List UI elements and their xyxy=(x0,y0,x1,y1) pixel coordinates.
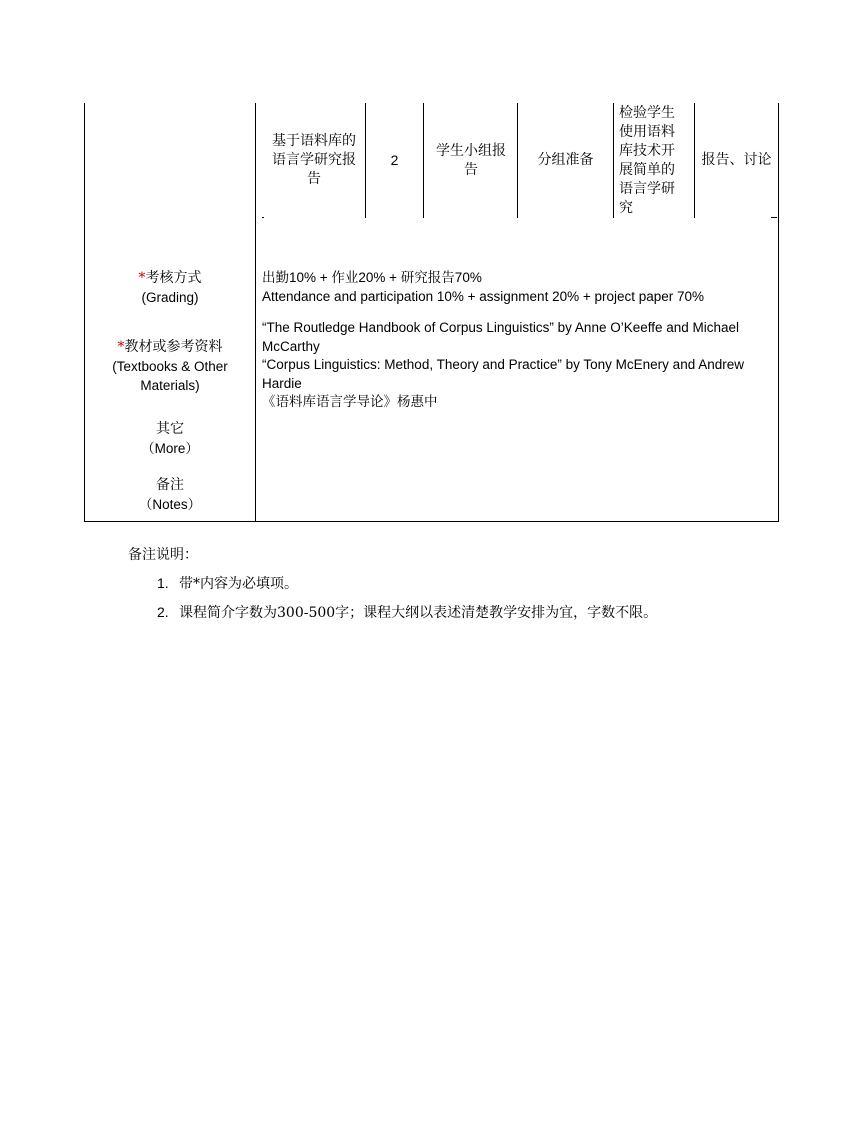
materials-label-en-2: Materials) xyxy=(140,378,200,393)
footnote-number: 2. xyxy=(157,604,169,620)
more-label xyxy=(85,420,255,458)
footnote-text: 课程简介字数为300-500字；课程大纲以表述清楚教学安排为宜，字数不限。 xyxy=(179,605,658,621)
required-mark: * xyxy=(117,339,125,355)
grading-content xyxy=(262,269,772,306)
footnote-item xyxy=(157,573,298,594)
materials-ref-3: 《语料库语言学导论》杨惠中 xyxy=(262,394,438,410)
required-mark: * xyxy=(138,270,146,286)
schedule-prep: 分组准备 xyxy=(537,152,594,168)
notes-label-zh: 备注 xyxy=(156,477,184,493)
footnotes-title: 备注说明： xyxy=(128,547,198,563)
grading-label-zh: 考核方式 xyxy=(145,270,202,286)
grading-line-zh: 出勤10% + 作业20% + 研究报告70% xyxy=(262,270,482,285)
schedule-col-line-2 xyxy=(423,103,424,218)
footnote-text: 带*内容为必填项。 xyxy=(179,576,298,592)
footnote-number: 1. xyxy=(157,575,169,591)
table-right-border xyxy=(778,103,779,522)
more-label-zh: 其它 xyxy=(156,421,184,437)
materials-label-zh: 教材或参考资料 xyxy=(124,339,223,355)
materials-label-en-1: (Textbooks & Other xyxy=(112,359,228,374)
grading-line-en: Attendance and participation 10% + assignment 20% + project paper 70% xyxy=(262,288,705,304)
grading-label xyxy=(85,269,255,307)
schedule-topic: 基于语料库的语言学研究报告 xyxy=(272,133,356,187)
schedule-method: 学生小组报告 xyxy=(436,142,506,178)
table-bottom-border xyxy=(84,521,779,522)
materials-content xyxy=(262,319,772,412)
schedule-hours: 2 xyxy=(390,152,399,168)
materials-ref-2: “Corpus Linguistics: Method, Theory and Practice” by Tony McEnery and Andrew Hardie xyxy=(262,357,744,391)
schedule-assessment: 报告、讨论 xyxy=(701,152,772,168)
materials-ref-1: “The Routledge Handbook of Corpus Linguistics” by Anne O’Keeffe and Michael McCarthy xyxy=(262,320,740,354)
schedule-objective: 检验学生使用语料库技术开展简单的语言学研究 xyxy=(619,104,675,216)
table-left-border xyxy=(84,103,85,522)
schedule-row-tick-left xyxy=(262,217,264,218)
notes-label xyxy=(85,476,255,514)
materials-label xyxy=(85,338,255,395)
table-divider-label-column xyxy=(255,103,256,522)
schedule-col-line-4 xyxy=(613,103,614,218)
footnote-item xyxy=(157,602,657,623)
more-label-en: （More） xyxy=(141,441,199,456)
notes-label-en: （Notes） xyxy=(138,497,202,512)
grading-label-en: (Grading) xyxy=(141,290,199,305)
